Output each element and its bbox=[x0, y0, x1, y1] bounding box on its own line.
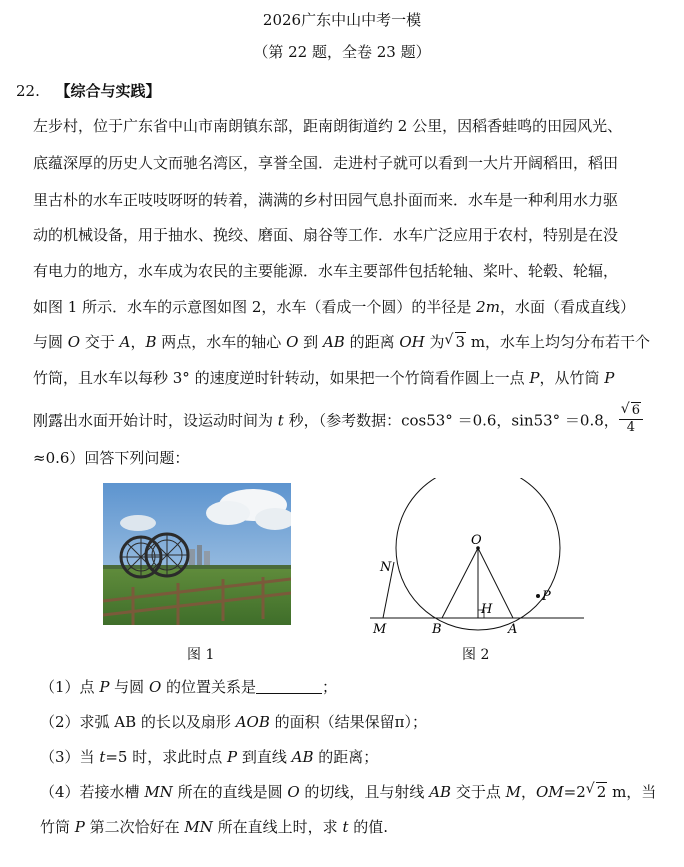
cloud bbox=[120, 515, 156, 531]
var-o: O bbox=[67, 333, 81, 351]
figure-1-caption: 图 1 bbox=[187, 647, 215, 663]
var-t: t bbox=[277, 411, 284, 430]
question-line-3: 里古朴的水车正吱吱呀呀的转着，满满的乡村田园气息扑面而来．水车是一种利用水力驱 bbox=[33, 191, 619, 209]
text-segment: 两点，水车的轴心 bbox=[156, 333, 287, 351]
var-b: B bbox=[145, 333, 157, 351]
radius-value: 2m bbox=[476, 298, 500, 316]
label-p: P bbox=[542, 589, 551, 604]
text-segment: 如图 1 所示．水车的示意图如图 2，水车（看成一个圆）的半径是 bbox=[33, 298, 477, 316]
text-segment: ，从竹筒 bbox=[539, 369, 605, 387]
label-a: A bbox=[508, 622, 518, 637]
text-segment: 所在的直线是圆 bbox=[172, 783, 288, 801]
label-n: N bbox=[380, 560, 392, 575]
text-segment: =5 时，求此时点 bbox=[105, 748, 227, 766]
text-segment: 竹筒 bbox=[40, 818, 75, 836]
question-number: 22. bbox=[16, 82, 40, 100]
exam-subtitle: （第 22 题，全卷 23 题） bbox=[253, 43, 431, 61]
figure-1-photo bbox=[103, 483, 291, 625]
text-segment: 所在直线上时，求 bbox=[212, 818, 343, 836]
subquestion-1 bbox=[40, 676, 670, 697]
text-segment: （2）求弧 AB 的长以及扇形 bbox=[40, 713, 236, 731]
var-o: O bbox=[287, 783, 300, 801]
text-segment: 第二次恰好在 bbox=[84, 818, 185, 836]
text-segment: m，水车上均匀分布若干个 bbox=[466, 333, 651, 351]
question-line-6 bbox=[33, 296, 665, 319]
var-ab: AB bbox=[322, 333, 345, 351]
fraction-sqrt6-over-4 bbox=[619, 403, 643, 436]
text-segment: 的切线，且与射线 bbox=[299, 783, 430, 801]
label-b: B bbox=[432, 622, 442, 637]
var-oh: OH bbox=[399, 333, 425, 351]
var-p: P bbox=[529, 369, 540, 387]
question-heading bbox=[16, 80, 161, 101]
distant-building bbox=[204, 551, 210, 567]
question-tag: 【综合与实践】 bbox=[55, 82, 161, 100]
geometry-diagram bbox=[362, 478, 592, 638]
question-line-1: 左步村，位于广东省中山市南朗镇东部，距南朗街道约 2 公里，因稻香蛙鸣的田园风光、 bbox=[33, 117, 623, 135]
water-wheel-photo bbox=[103, 483, 291, 625]
text-segment: （1）点 bbox=[40, 678, 100, 696]
text-segment: 交于 bbox=[80, 333, 120, 351]
sqrt-2: √ 2 bbox=[585, 781, 607, 801]
radicand: 3 bbox=[455, 333, 466, 351]
exam-title: 2026广东中山中考一模 bbox=[262, 11, 422, 29]
text-segment: ， bbox=[520, 783, 536, 801]
var-p: P bbox=[99, 678, 110, 696]
text-segment: 秒，（参考数据：cos53° ＝0.6，sin53° ＝0.8， bbox=[283, 411, 619, 430]
text-segment: m，当 bbox=[607, 783, 657, 801]
text-segment: 竹筒，且水车以每秒 3° 的速度逆时针转动，如果把一个竹筒看作圆上一点 bbox=[33, 369, 530, 387]
var-aob: AOB bbox=[235, 713, 270, 731]
distant-building bbox=[189, 549, 195, 567]
var-o: O bbox=[148, 678, 162, 696]
text-segment: 刚露出水面开始计时，设运动时间为 bbox=[33, 411, 278, 430]
subquestion-4 bbox=[40, 781, 670, 802]
text-segment: ，水面（看成直线） bbox=[499, 298, 635, 316]
var-m: M bbox=[505, 783, 521, 801]
label-h: H bbox=[481, 602, 493, 617]
text-segment: 与圆 bbox=[109, 678, 149, 696]
var-a: A bbox=[119, 333, 131, 351]
text-segment: =2 bbox=[563, 783, 586, 801]
text-segment: 的位置关系是 bbox=[161, 678, 257, 696]
text-segment: 为 bbox=[424, 333, 445, 351]
var-om: OM bbox=[535, 783, 564, 801]
var-p: P bbox=[74, 818, 85, 836]
var-t: t bbox=[99, 748, 106, 766]
label-m: M bbox=[373, 622, 387, 637]
text-segment: （4）若接水槽 bbox=[40, 783, 145, 801]
var-ab: AB bbox=[291, 748, 314, 766]
distant-building bbox=[197, 545, 202, 567]
sqrt-3: √ 3 bbox=[444, 332, 466, 351]
subquestion-4-cont bbox=[40, 816, 670, 837]
var-p: P bbox=[604, 369, 615, 387]
figure-2-caption: 图 2 bbox=[462, 647, 490, 663]
question-line-10: ≈0.6）回答下列问题： bbox=[33, 449, 190, 467]
text-segment: 的值. bbox=[348, 818, 389, 836]
text-segment: 的距离； bbox=[313, 748, 379, 766]
subquestion-2 bbox=[40, 711, 670, 732]
var-ab: AB bbox=[429, 783, 452, 801]
cloud bbox=[206, 501, 250, 525]
sqrt-6: √ 6 bbox=[620, 401, 641, 418]
denominator: 4 bbox=[626, 420, 636, 435]
text-segment: 的距离 bbox=[344, 333, 400, 351]
question-line-8 bbox=[33, 367, 665, 390]
point-p bbox=[536, 594, 540, 598]
figure-2-diagram bbox=[362, 478, 592, 638]
var-t: t bbox=[342, 818, 349, 836]
question-line-5: 有电力的地方，水车成为农民的主要能源．水车主要部件包括轮轴、桨叶、轮毂、轮辐， bbox=[33, 262, 619, 280]
var-mn: MN bbox=[144, 783, 173, 801]
text-segment: ， bbox=[130, 333, 146, 351]
text-segment: 的面积（结果保留π）； bbox=[269, 713, 428, 731]
var-mn: MN bbox=[184, 818, 213, 836]
question-line-2: 底蕴深厚的历史人文而驰名湾区，享誉全国．走进村子就可以看到一大片开阔稻田，稻田 bbox=[33, 154, 619, 172]
text-segment: ； bbox=[322, 678, 338, 696]
answer-blank[interactable] bbox=[256, 678, 322, 694]
text-segment: 到 bbox=[298, 333, 323, 351]
var-o: O bbox=[286, 333, 299, 351]
segment-ob bbox=[442, 548, 478, 618]
question-line-7 bbox=[33, 331, 665, 354]
text-segment: （3）当 bbox=[40, 748, 100, 766]
subquestion-3 bbox=[40, 746, 670, 767]
question-line-4: 动的机械设备，用于抽水、挽绞、磨面、扇谷等工作．水车广泛应用于农村，特别是在没 bbox=[33, 226, 619, 244]
text-segment: 到直线 bbox=[237, 748, 292, 766]
text-segment: 与圆 bbox=[33, 333, 68, 351]
label-o: O bbox=[471, 533, 482, 548]
text-segment: 交于点 bbox=[451, 783, 506, 801]
radicand: 2 bbox=[596, 783, 607, 801]
question-line-9 bbox=[33, 401, 665, 438]
radicand: 6 bbox=[631, 403, 641, 418]
var-p: P bbox=[227, 748, 238, 766]
